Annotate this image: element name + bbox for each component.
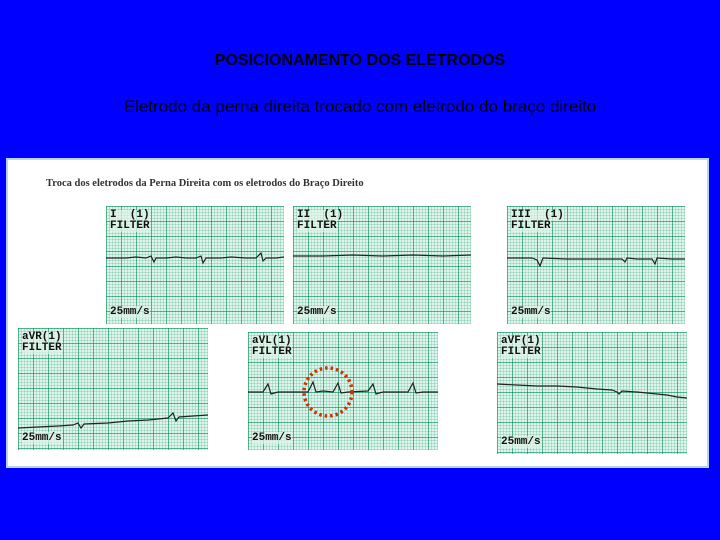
paper-speed: 25mm/s bbox=[110, 306, 150, 318]
slide-title: POSICIONAMENTO DOS ELETRODOS bbox=[214, 52, 506, 69]
ecg-figure bbox=[6, 158, 709, 468]
filter-label: FILTER bbox=[252, 346, 292, 358]
lead-label: III (1) bbox=[511, 209, 564, 221]
ecg-strip-lead-ii bbox=[293, 206, 471, 324]
paper-speed: 25mm/s bbox=[252, 432, 292, 444]
filter-label: FILTER bbox=[110, 220, 150, 232]
filter-label: FILTER bbox=[297, 220, 337, 232]
lead-label: aVF(1) bbox=[501, 335, 541, 347]
ecg-strip-lead-avr bbox=[18, 328, 208, 450]
ecg-strip-lead-i bbox=[106, 206, 284, 324]
lead-label: I (1) bbox=[110, 209, 150, 221]
ecg-strip-lead-avf bbox=[497, 332, 687, 454]
paper-speed: 25mm/s bbox=[22, 432, 62, 444]
paper-speed: 25mm/s bbox=[501, 436, 541, 448]
filter-label: FILTER bbox=[22, 342, 62, 354]
slide-subtitle: Eletrodo da perna direita trocado com eletrodo do braço direito bbox=[123, 97, 597, 116]
filter-label: FILTER bbox=[501, 346, 541, 358]
paper-speed: 25mm/s bbox=[297, 306, 337, 318]
lead-label: aVR(1) bbox=[22, 331, 62, 343]
figure-caption: Troca dos eletrodos da Perna Direita com os eletrodos do Braço Direito bbox=[46, 178, 364, 189]
paper-speed: 25mm/s bbox=[511, 306, 551, 318]
lead-label: II (1) bbox=[297, 209, 344, 221]
filter-label: FILTER bbox=[511, 220, 551, 232]
ecg-strip-lead-avl bbox=[248, 332, 438, 450]
ecg-strip-lead-iii bbox=[507, 206, 685, 324]
lead-label: aVL(1) bbox=[252, 335, 292, 347]
